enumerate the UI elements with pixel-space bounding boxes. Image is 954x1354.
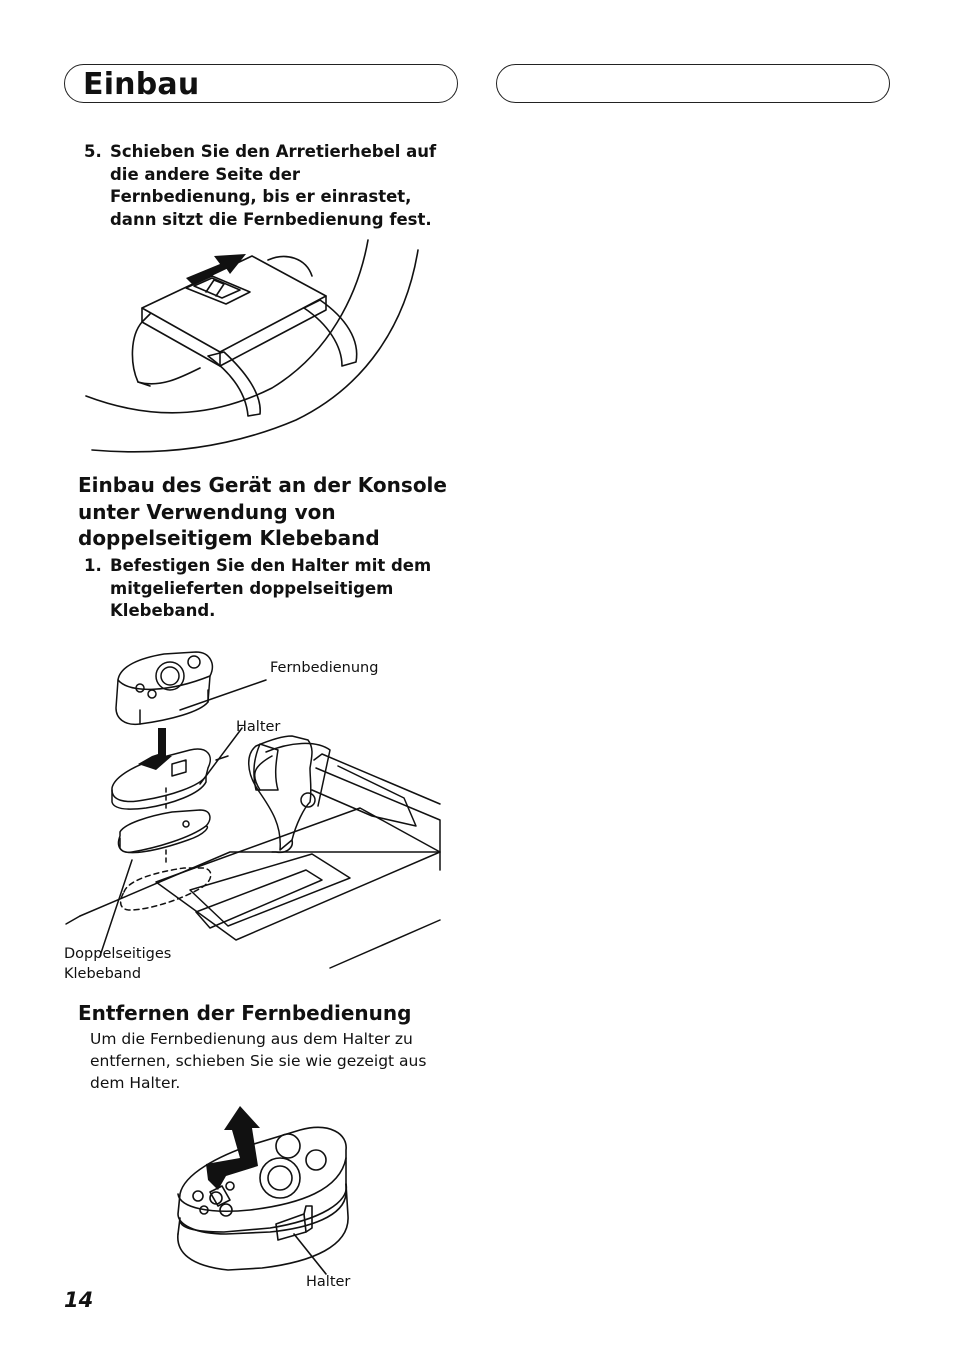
remove-instructions: Um die Fernbedienung aus dem Halter zu entfernen, schieben Sie sie wie gezeigt aus dem Halter. bbox=[90, 1030, 427, 1092]
figure-steering-wheel-mount bbox=[80, 236, 450, 456]
step-5-text: Schieben Sie den Arretierhebel auf die andere Seite der Fernbedienung, bis er einrastet, dann sitzt die Fernbedienung fest. bbox=[110, 142, 437, 229]
step-5-number: 5. bbox=[84, 142, 102, 161]
header-box-left bbox=[64, 64, 458, 103]
up-arrow-icon bbox=[206, 1106, 260, 1190]
label-tape: Doppelseitiges Klebeband bbox=[64, 946, 172, 982]
label-remote: Fernbedienung bbox=[270, 660, 379, 676]
step-1-number: 1. bbox=[84, 556, 102, 575]
section-heading-tape-mount: Einbau des Gerät an der Konsole unter Verwendung von doppelseitigem Klebeband bbox=[78, 473, 447, 550]
page-number: 14 bbox=[64, 1288, 94, 1312]
page-title: Einbau bbox=[83, 67, 200, 102]
step-1-text: Befestigen Sie den Halter mit dem mitgelieferten doppelseitigem Klebeband. bbox=[110, 556, 432, 620]
section-heading-remove: Entfernen der Fernbedienung bbox=[78, 1001, 412, 1025]
figure-remove-remote bbox=[170, 1100, 360, 1280]
header-box-right bbox=[496, 64, 890, 103]
label-holder-remove: Halter bbox=[306, 1274, 351, 1290]
figure-console-mount bbox=[60, 640, 450, 980]
label-holder: Halter bbox=[236, 719, 281, 735]
down-arrow-icon bbox=[138, 728, 172, 770]
